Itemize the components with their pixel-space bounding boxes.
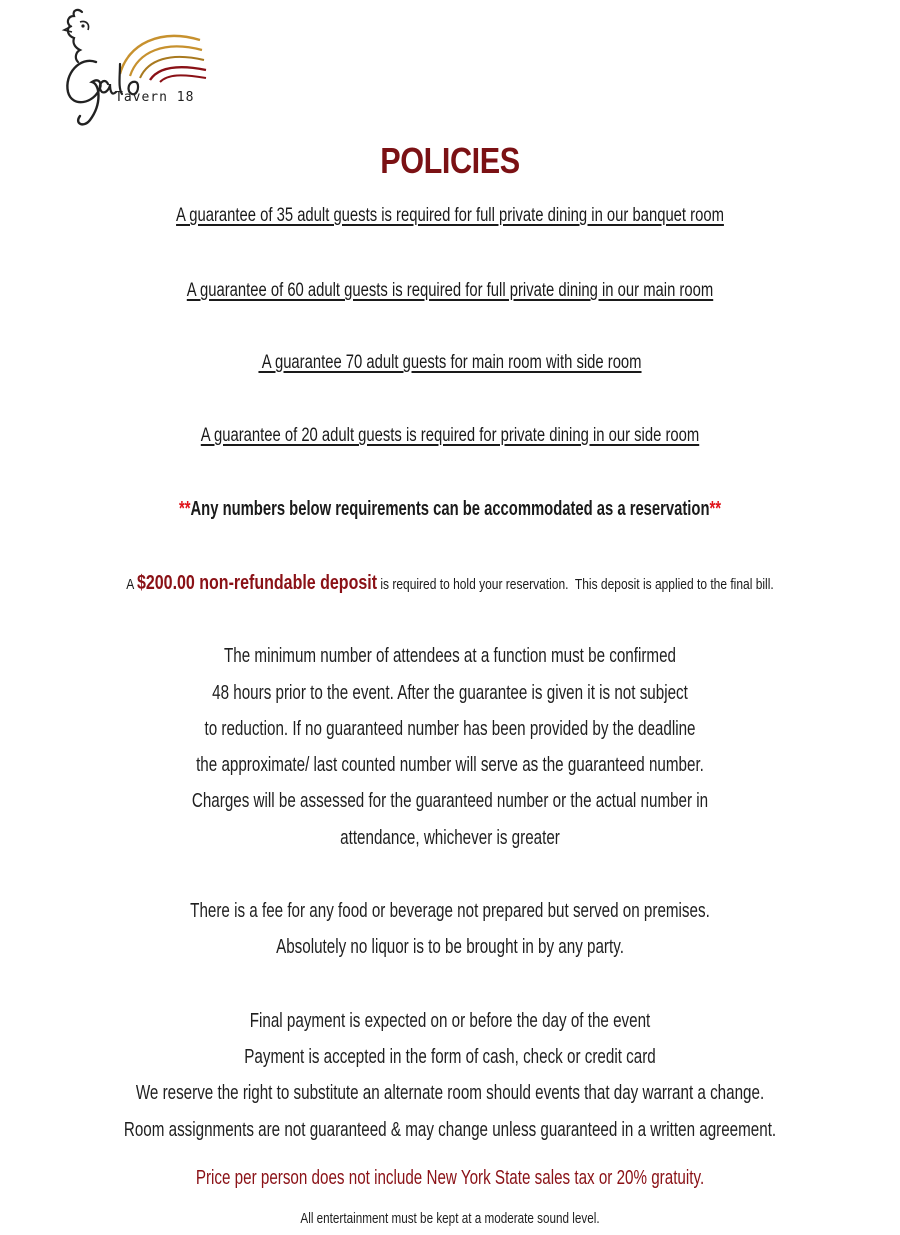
guarantee-main-room [99, 280, 801, 302]
restaurant-logo [50, 4, 230, 129]
minimum-line: to reduction. If no guaranteed number has been provided by the deadline [204, 718, 696, 740]
payment-line: Final payment is expected on or before the day of the event [249, 1010, 651, 1032]
guarantee-banquet-room [99, 205, 801, 227]
deposit-note [90, 572, 810, 595]
guarantee-main-side-room [99, 352, 801, 374]
payment-line: Room assignments are not guaranteed & may change unless guaranteed in a written agreement. [123, 1119, 777, 1141]
payment-line: We reserve the right to substitute an alternate room should events that day warrant a change. [135, 1082, 765, 1104]
page-title: POLICIES [380, 140, 520, 181]
guarantee-text: A guarantee of 35 adult guests is required for full private dining in our banquet room [176, 205, 724, 226]
guarantee-side-room [99, 425, 801, 447]
asterisks-left: ** [178, 498, 191, 520]
deposit-amount: $200.00 non-refundable deposit [136, 572, 378, 594]
numbers-note-text: Any numbers below requirements can be accommodated as a reservation [190, 498, 710, 520]
deposit-suffix: is required to hold your reservation. This deposit is applied to the final bill. [377, 576, 774, 593]
guarantee-text: A guarantee of 20 adult guests is required for private dining in our side room [200, 425, 700, 446]
fee-line: There is a fee for any food or beverage not prepared but served on premises. [190, 900, 710, 922]
logo-subtitle: Tavern 18 [115, 90, 195, 105]
entertainment-note: All entertainment must be kept at a moderate sound level. [300, 1210, 600, 1227]
minimum-line: Charges will be assessed for the guaranteed number or the actual number in [191, 790, 709, 812]
asterisks-right: ** [709, 498, 722, 520]
price-note: Price per person does not include New York State sales tax or 20% gratuity. [195, 1167, 705, 1189]
minimum-line: The minimum number of attendees at a function must be confirmed [223, 645, 677, 667]
guarantee-text: A guarantee 70 adult guests for main room with side room [258, 352, 642, 373]
minimum-line: attendance, whichever is greater [340, 827, 560, 849]
minimum-line: the approximate/ last counted number will serve as the guaranteed number. [196, 754, 704, 776]
minimum-line: 48 hours prior to the event. After the guarantee is given it is not subject [212, 682, 688, 704]
fee-line: Absolutely no liquor is to be brought in by any party. [276, 936, 624, 958]
payment-line: Payment is accepted in the form of cash, check or credit card [244, 1046, 656, 1068]
deposit-prefix: A [126, 576, 137, 593]
numbers-below-note [117, 498, 783, 521]
rooster-logo-icon [50, 4, 230, 129]
guarantee-text: A guarantee of 60 adult guests is required for full private dining in our main room [186, 280, 714, 301]
